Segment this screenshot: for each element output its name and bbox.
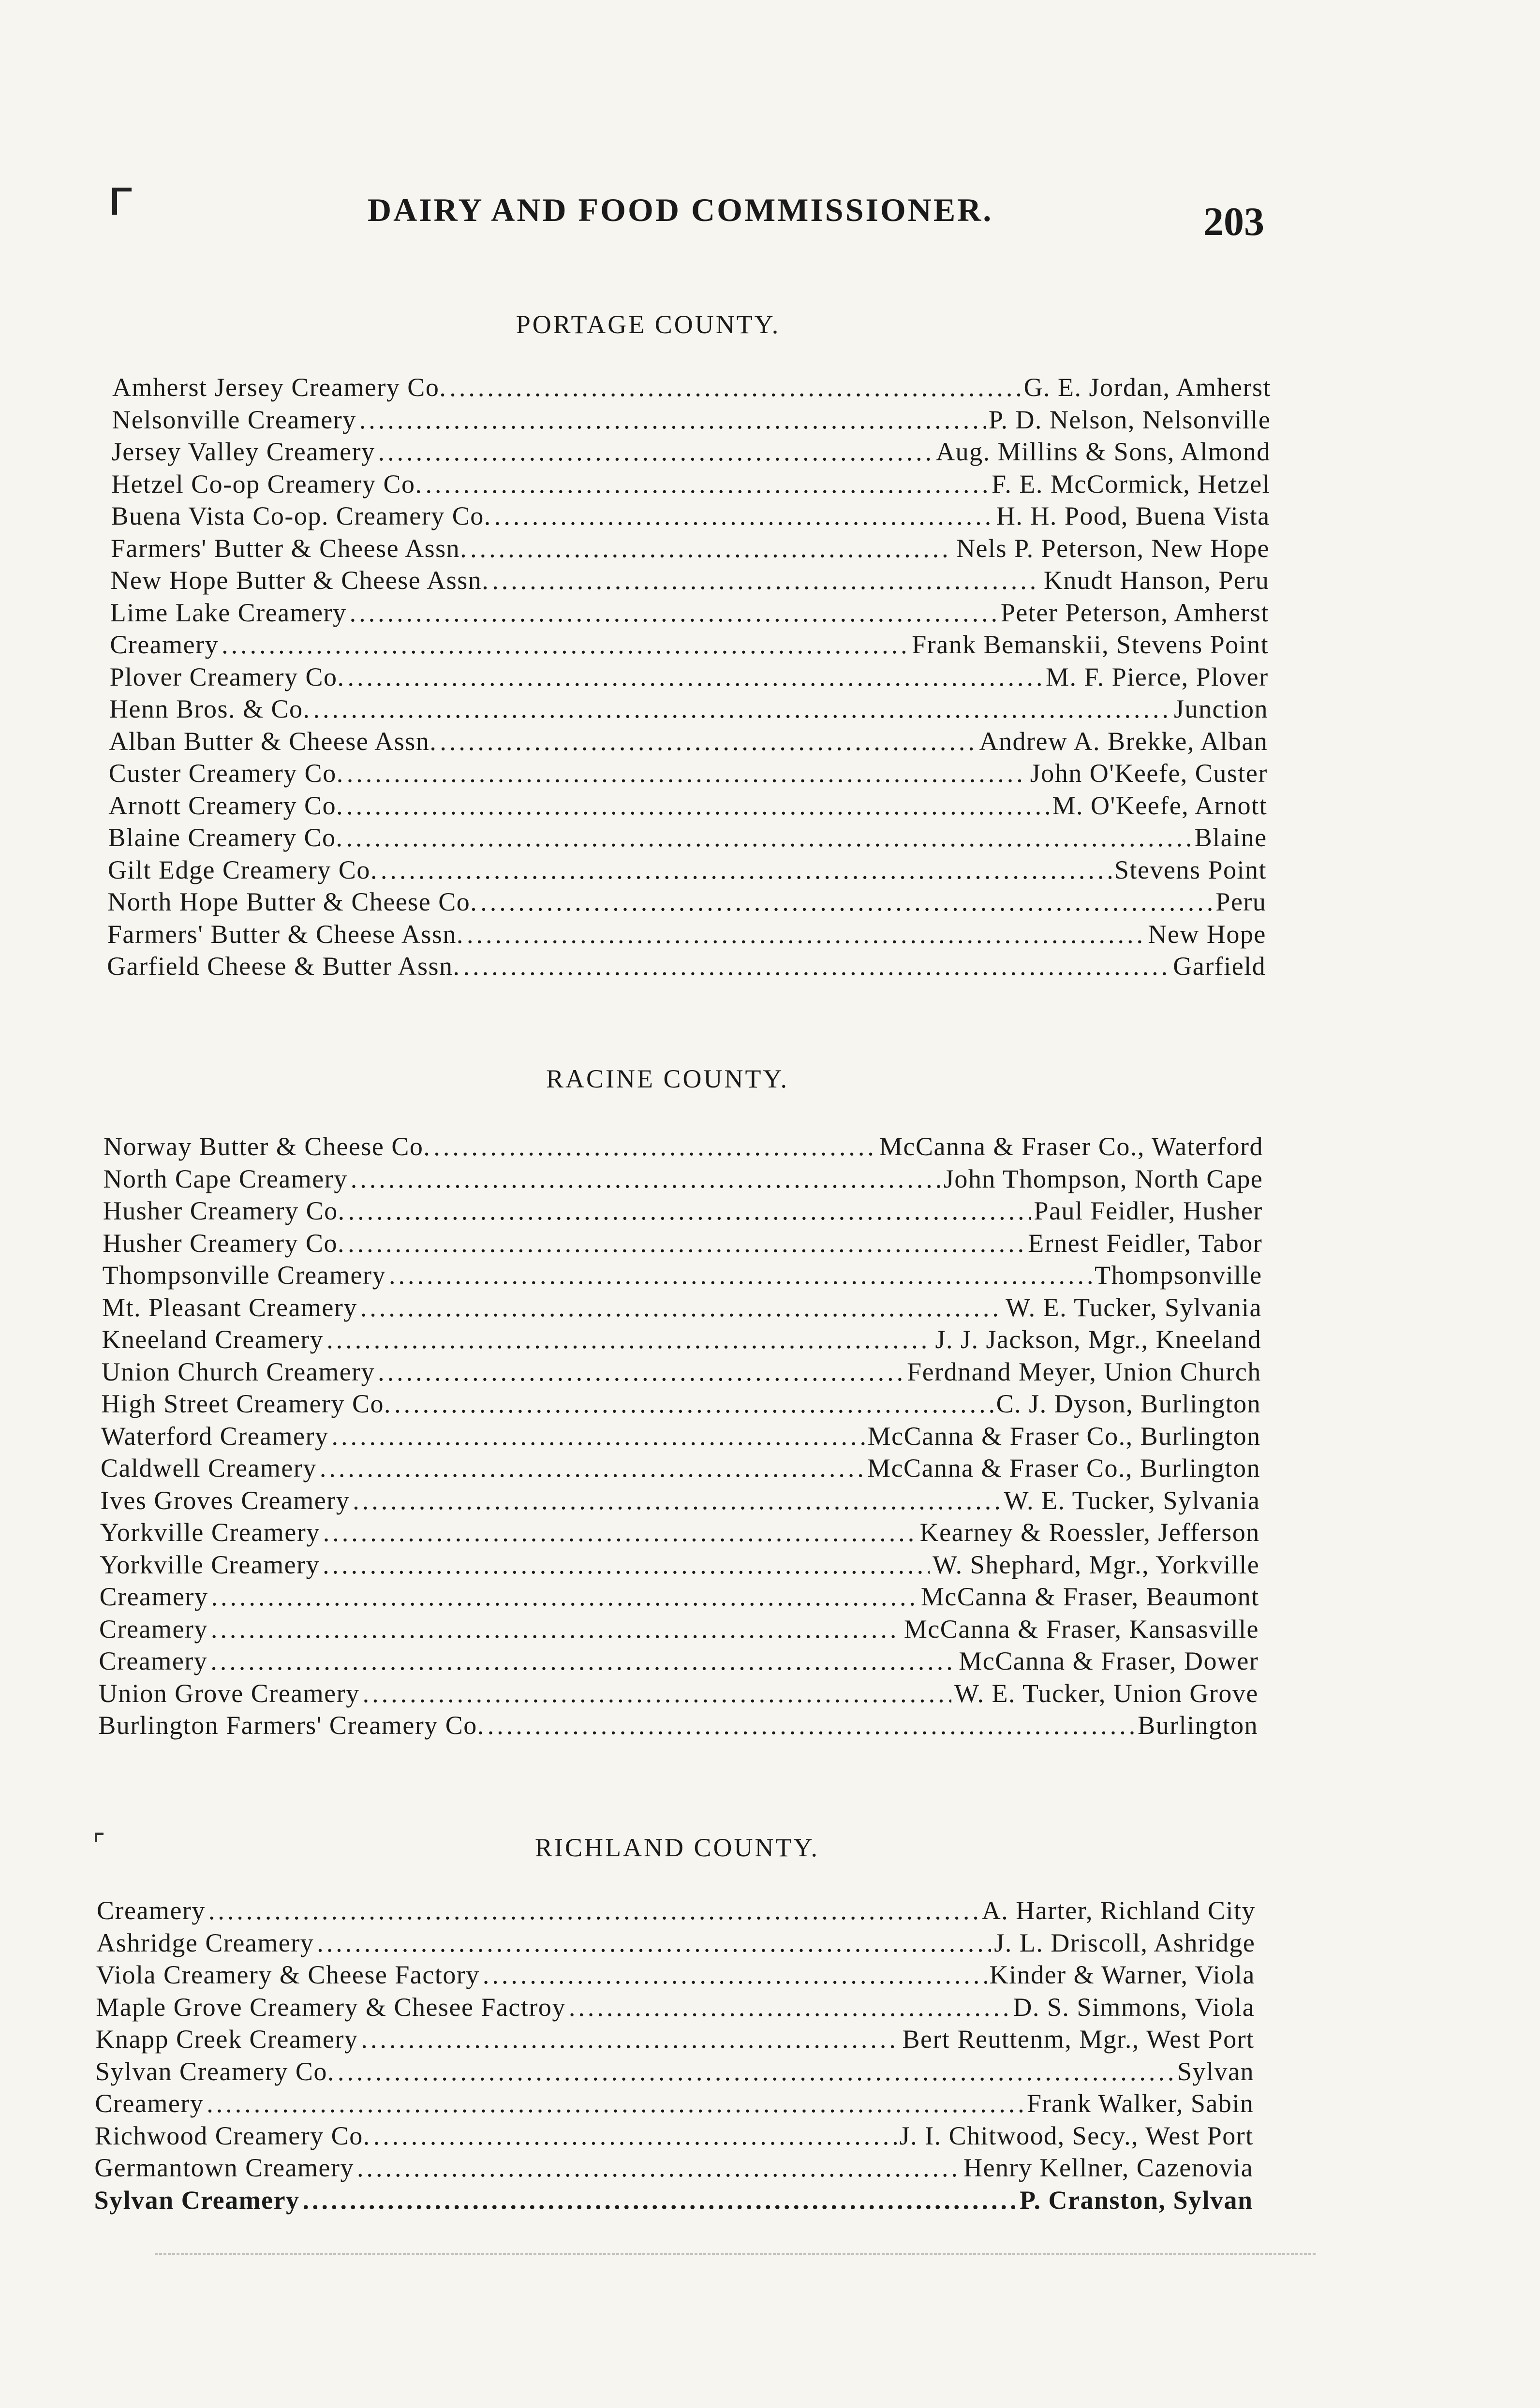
creamery-name: Burlington Farmers' Creamery Co. xyxy=(98,1711,485,1740)
directory-entry xyxy=(109,758,1268,790)
directory-entry xyxy=(112,437,1271,469)
proprietor-location: Stevens Point xyxy=(1114,855,1267,884)
running-head: DAIRY AND FOOD COMMISSIONER. xyxy=(368,191,993,228)
directory-entry xyxy=(108,855,1267,887)
dot-leader xyxy=(332,1421,865,1451)
proprietor-location: John Thompson, North Cape xyxy=(943,1164,1263,1193)
proprietor-location: Sylvan xyxy=(1177,2056,1254,2086)
proprietor-location: McCanna & Fraser Co., Waterford xyxy=(879,1132,1263,1161)
creamery-name: Plover Creamery Co. xyxy=(109,662,345,691)
proprietor-location: Paul Feidler, Husher xyxy=(1034,1196,1263,1225)
directory-entry xyxy=(101,1421,1261,1453)
county-title: RICHLAND COUNTY. xyxy=(534,1833,820,1862)
dot-leader xyxy=(480,887,1213,917)
proprietor-location: Peter Peterson, Amherst xyxy=(1000,598,1269,627)
directory-entry xyxy=(94,2185,1253,2217)
dot-leader xyxy=(463,951,1170,981)
creamery-name: Ives Groves Creamery xyxy=(100,1485,350,1515)
proprietor-location: Nels P. Peterson, New Hope xyxy=(956,533,1270,563)
dot-leader xyxy=(317,1928,991,1958)
dot-leader xyxy=(346,791,1049,821)
directory-entry xyxy=(109,694,1268,726)
directory-entry xyxy=(104,1131,1263,1163)
proprietor-location: F. E. McCormick, Hetzel xyxy=(992,469,1271,499)
county-title: PORTAGE COUNTY. xyxy=(516,310,781,339)
directory-entry xyxy=(108,822,1267,854)
dot-leader xyxy=(208,1895,979,1925)
creamery-name: North Hope Butter & Cheese Co. xyxy=(107,887,478,916)
dot-leader xyxy=(363,1678,951,1708)
dot-leader xyxy=(449,372,1021,402)
directory-entry xyxy=(108,791,1267,822)
dot-leader xyxy=(433,1131,876,1161)
dot-leader xyxy=(494,501,993,531)
directory-entry xyxy=(101,1453,1260,1485)
dot-leader xyxy=(378,1357,904,1387)
dot-leader xyxy=(351,1164,941,1194)
proprietor-location: McCanna & Fraser Co., Burlington xyxy=(867,1454,1260,1483)
proprietor-location: Knudt Hanson, Peru xyxy=(1043,566,1270,595)
proprietor-location: Burlington xyxy=(1138,1711,1259,1740)
directory-entry xyxy=(112,405,1271,437)
creamery-name: Creamery xyxy=(99,1582,208,1611)
creamery-name: Gilt Edge Creamery Co. xyxy=(108,855,378,884)
creamery-name: High Street Creamery Co. xyxy=(101,1389,392,1418)
creamery-name: Creamery xyxy=(95,2089,204,2118)
directory-entry xyxy=(107,887,1266,919)
dot-leader xyxy=(210,1646,956,1676)
proprietor-location: Bert Reuttenm, Mgr., West Port xyxy=(902,2025,1255,2054)
directory-entry xyxy=(95,2056,1254,2088)
proprietor-location: J. L. Driscoll, Ashridge xyxy=(994,1928,1256,1957)
directory-entry xyxy=(102,1324,1261,1356)
creamery-name: Buena Vista Co-op. Creamery Co. xyxy=(111,501,491,530)
creamery-name: Union Church Creamery xyxy=(101,1357,375,1386)
dot-leader xyxy=(323,1517,917,1547)
directory-entry xyxy=(98,1710,1258,1742)
dot-leader xyxy=(357,2153,961,2183)
creamery-name: New Hope Butter & Cheese Assn. xyxy=(110,566,489,595)
proprietor-location: C. J. Dyson, Burlington xyxy=(996,1389,1261,1418)
dot-leader xyxy=(211,1582,918,1612)
dot-leader xyxy=(373,2121,897,2151)
proprietor-location: John O'Keefe, Custer xyxy=(1030,759,1268,788)
directory-entry xyxy=(107,951,1266,983)
proprietor-location: Ernest Feidler, Tabor xyxy=(1028,1228,1263,1258)
directory-entry xyxy=(103,1164,1263,1196)
proprietor-location: McCanna & Fraser Co., Burlington xyxy=(867,1421,1261,1451)
proprietor-location: Thompsonville xyxy=(1095,1261,1262,1290)
dot-leader xyxy=(303,2185,1017,2215)
creamery-name: Farmers' Butter & Cheese Assn. xyxy=(111,533,468,563)
creamery-name: Blaine Creamery Co. xyxy=(108,823,343,852)
creamery-name: Germantown Creamery xyxy=(94,2153,354,2182)
directory-entry xyxy=(100,1517,1260,1549)
creamery-name: Hetzel Co-op Creamery Co. xyxy=(111,469,423,499)
creamery-name: Farmers' Butter & Cheese Assn. xyxy=(107,919,464,949)
proprietor-location: P. D. Nelson, Nelsonville xyxy=(988,405,1271,434)
proprietor-location: New Hope xyxy=(1148,919,1266,949)
dot-leader xyxy=(348,1196,1031,1226)
creamery-name: Yorkville Creamery xyxy=(100,1550,320,1579)
proprietor-location: W. E. Tucker, Sylvania xyxy=(1004,1485,1260,1515)
proprietor-location: Frank Walker, Sabin xyxy=(1026,2089,1254,2118)
dot-leader xyxy=(361,2024,899,2054)
proprietor-location: Kearney & Roessler, Jefferson xyxy=(919,1518,1260,1547)
dot-leader xyxy=(320,1453,864,1483)
directory-entry xyxy=(99,1614,1259,1646)
directory-entry xyxy=(103,1196,1263,1228)
creamery-name: Husher Creamery Co. xyxy=(103,1228,345,1258)
creamery-name: Ashridge Creamery xyxy=(96,1928,314,1957)
proprietor-location: Peru xyxy=(1215,887,1267,916)
dot-leader xyxy=(338,2056,1174,2086)
proprietor-location: W. E. Tucker, Sylvania xyxy=(1006,1292,1262,1322)
directory-entry xyxy=(110,598,1269,630)
creamery-name: Waterford Creamery xyxy=(101,1421,329,1451)
directory-entry xyxy=(97,1895,1256,1927)
creamery-name: Lime Lake Creamery xyxy=(110,598,347,627)
creamery-name: Custer Creamery Co. xyxy=(108,759,344,788)
directory-entry xyxy=(110,630,1269,661)
directory-entry xyxy=(102,1357,1261,1389)
corner-mark-small xyxy=(95,1833,104,1842)
creamery-name: Maple Grove Creamery & Chesee Factroy xyxy=(96,1992,566,2022)
dot-leader xyxy=(222,630,909,660)
proprietor-location: Garfield xyxy=(1173,952,1266,981)
directory-entry xyxy=(96,1928,1255,1960)
directory-entry xyxy=(102,1292,1262,1324)
directory-entry xyxy=(110,662,1269,694)
proprietor-location: M. F. Pierce, Plover xyxy=(1045,662,1269,691)
dot-leader xyxy=(426,469,989,499)
corner-mark xyxy=(112,188,132,215)
dot-leader xyxy=(313,694,1171,724)
creamery-name: Union Grove Creamery xyxy=(98,1678,360,1708)
dot-leader xyxy=(378,437,933,467)
proprietor-location: J. I. Chitwood, Secy., West Port xyxy=(899,2121,1254,2150)
dot-leader xyxy=(348,662,1043,692)
proprietor-location: M. O'Keefe, Arnott xyxy=(1052,791,1268,820)
directory-entry xyxy=(99,1678,1259,1710)
directory-entry xyxy=(111,501,1270,533)
creamery-name: Arnott Creamery Co. xyxy=(108,791,344,820)
dot-leader xyxy=(323,1550,930,1580)
proprietor-location: J. J. Jackson, Mgr., Kneeland xyxy=(935,1325,1262,1354)
proprietor-location: Kinder & Warner, Viola xyxy=(989,1960,1255,1989)
dot-leader xyxy=(440,726,976,756)
dot-leader xyxy=(326,1324,932,1354)
proprietor-location: H. H. Pood, Buena Vista xyxy=(996,501,1270,530)
creamery-name: Sylvan Creamery xyxy=(94,2185,300,2215)
creamery-name: Caldwell Creamery xyxy=(101,1454,317,1483)
creamery-name: Creamery xyxy=(99,1614,208,1644)
creamery-name: Husher Creamery Co. xyxy=(103,1196,345,1225)
footer-rule xyxy=(155,2253,1316,2255)
proprietor-location: G. E. Jordan, Amherst xyxy=(1023,373,1271,402)
directory-entry xyxy=(112,372,1271,404)
directory-entry xyxy=(103,1228,1262,1260)
directory-entry xyxy=(107,919,1266,951)
directory-entry xyxy=(99,1646,1259,1678)
proprietor-location: Aug. Millins & Sons, Almond xyxy=(936,437,1271,466)
directory-entry xyxy=(111,469,1270,501)
directory-entry xyxy=(95,2088,1254,2120)
dot-leader xyxy=(350,598,998,628)
creamery-name: Alban Butter & Cheese Assn. xyxy=(109,726,437,756)
directory-entry xyxy=(109,726,1268,758)
dot-leader xyxy=(359,405,986,435)
proprietor-location: Henry Kellner, Cazenovia xyxy=(963,2153,1254,2182)
dot-leader xyxy=(483,1960,987,1990)
directory-entry xyxy=(111,533,1270,565)
dot-leader xyxy=(346,822,1191,852)
directory-entry xyxy=(96,1992,1255,2024)
dot-leader xyxy=(353,1485,1001,1515)
creamery-name: Garfield Cheese & Butter Assn. xyxy=(107,952,460,981)
creamery-name: Jersey Valley Creamery xyxy=(111,437,375,466)
directory-entry xyxy=(100,1550,1259,1582)
proprietor-location: W. E. Tucker, Union Grove xyxy=(954,1678,1259,1708)
creamery-name: Thompsonville Creamery xyxy=(102,1261,386,1290)
creamery-name: Amherst Jersey Creamery Co. xyxy=(112,373,447,402)
dot-leader xyxy=(207,2088,1024,2118)
creamery-name: Mt. Pleasant Creamery xyxy=(102,1292,357,1322)
directory-entry xyxy=(95,2121,1254,2153)
directory-entry xyxy=(103,1260,1262,1292)
dot-leader xyxy=(348,1228,1025,1258)
creamery-name: Kneeland Creamery xyxy=(102,1325,324,1354)
directory-entry xyxy=(101,1389,1261,1421)
proprietor-location: Junction xyxy=(1174,694,1268,723)
creamery-name: Yorkville Creamery xyxy=(100,1518,320,1547)
proprietor-location: McCanna & Fraser, Beaumont xyxy=(920,1582,1259,1611)
dot-leader xyxy=(470,533,953,563)
creamery-name: Viola Creamery & Cheese Factory xyxy=(96,1960,480,1989)
dot-leader xyxy=(394,1389,993,1419)
proprietor-location: W. Shephard, Mgr., Yorkville xyxy=(933,1550,1260,1579)
dot-leader xyxy=(381,855,1111,885)
directory-entry xyxy=(96,2024,1255,2056)
proprietor-location: A. Harter, Richland City xyxy=(981,1896,1256,1925)
dot-leader xyxy=(360,1292,1003,1322)
directory-entry xyxy=(110,565,1269,597)
proprietor-location: Blaine xyxy=(1194,823,1267,852)
directory-entry xyxy=(94,2153,1253,2185)
dot-leader xyxy=(347,758,1027,788)
creamery-name: North Cape Creamery xyxy=(103,1164,348,1193)
county-title: RACINE COUNTY. xyxy=(546,1064,789,1093)
proprietor-location: P. Cranston, Sylvan xyxy=(1019,2185,1253,2215)
creamery-name: Nelsonville Creamery xyxy=(112,405,356,434)
directory-entry xyxy=(100,1485,1260,1517)
dot-leader xyxy=(389,1260,1092,1290)
creamery-name: Knapp Creek Creamery xyxy=(95,2025,358,2054)
directory-entry xyxy=(100,1582,1259,1614)
directory-entry xyxy=(96,1960,1255,1992)
page-number: 203 xyxy=(1203,199,1264,244)
dot-leader xyxy=(492,565,1041,595)
creamery-name: Richwood Creamery Co. xyxy=(94,2121,370,2150)
creamery-name: Norway Butter & Cheese Co. xyxy=(104,1132,431,1161)
creamery-name: Henn Bros. & Co. xyxy=(109,694,311,723)
creamery-name: Sylvan Creamery Co. xyxy=(95,2056,335,2086)
creamery-name: Creamery xyxy=(97,1896,206,1925)
dot-leader xyxy=(211,1614,901,1644)
proprietor-location: Andrew A. Brekke, Alban xyxy=(979,726,1268,756)
dot-leader xyxy=(569,1992,1010,2022)
creamery-name: Creamery xyxy=(110,630,219,659)
proprietor-location: D. S. Simmons, Viola xyxy=(1013,1992,1255,2022)
proprietor-location: Ferdnand Meyer, Union Church xyxy=(907,1357,1261,1386)
dot-leader xyxy=(467,919,1145,949)
proprietor-location: McCanna & Fraser, Dower xyxy=(959,1646,1259,1675)
proprietor-location: McCanna & Fraser, Kansasville xyxy=(903,1614,1259,1644)
dot-leader xyxy=(488,1710,1135,1740)
proprietor-location: Frank Bemanskii, Stevens Point xyxy=(912,630,1269,659)
creamery-name: Creamery xyxy=(99,1646,208,1675)
